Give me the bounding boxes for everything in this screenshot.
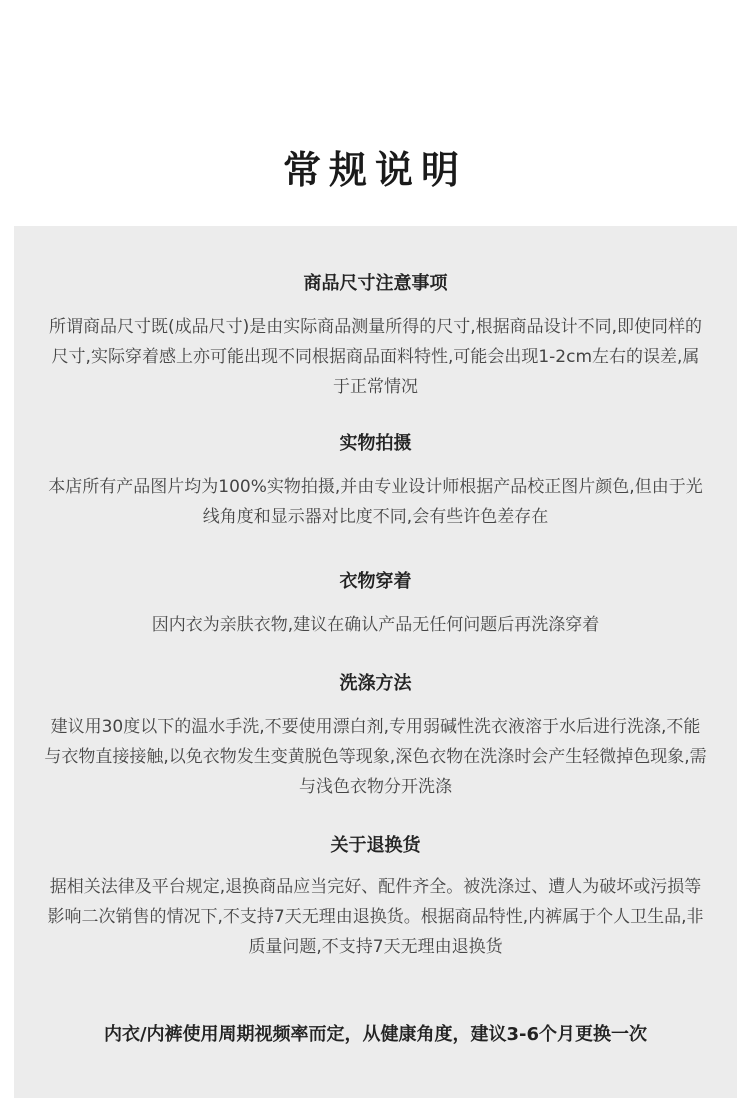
section-body-size: 所谓商品尺寸既(成品尺寸)是由实际商品测量所得的尺寸,根据商品设计不同,即使同样的尺寸,实际穿着感上亦可能出现不同根据商品面料特性,可能会出现1-2cm左右的误差,属于正常情况 — [48, 317, 703, 397]
section-heading-size: 商品尺寸注意事项 — [303, 273, 448, 294]
section-body-returns: 据相关法律及平台规定,退换商品应当完好、配件齐全。被洗涤过、遭人为破坏或污损等影响二次销售的情况下,不支持7天无理由退换货。根据商品特性,内裤属于个人卫生品,非质量问题,不支持7天无理由退换货 — [47, 877, 704, 957]
page-title: 常规说明 — [282, 148, 467, 192]
info-panel — [14, 226, 737, 1098]
section-heading-photo: 实物拍摄 — [339, 433, 412, 454]
section-heading-returns: 关于退换货 — [330, 835, 421, 856]
section-body-wearing: 因内衣为亲肤衣物,建议在确认产品无任何问题后再洗涤穿着 — [151, 615, 600, 635]
section-body-photo: 本店所有产品图片均为100%实物拍摄,并由专业设计师根据产品校正图片颜色,但由于光线角度和显示器对比度不同,会有些许色差存在 — [48, 477, 703, 527]
section-heading-wearing: 衣物穿着 — [339, 571, 412, 592]
section-body-washing: 建议用30度以下的温水手洗,不要使用漂白剂,专用弱碱性洗衣液溶于水后进行洗涤,不能与衣物直接接触,以免衣物发生变黄脱色等现象,深色衣物在洗涤时会产生轻微掉色现象,需与浅色衣物分开洗涤 — [44, 717, 707, 797]
replacement-note: 内衣/内裤使用周期视频率而定，从健康角度，建议3-6个月更换一次 — [103, 1024, 648, 1045]
section-heading-washing: 洗涤方法 — [339, 673, 412, 694]
